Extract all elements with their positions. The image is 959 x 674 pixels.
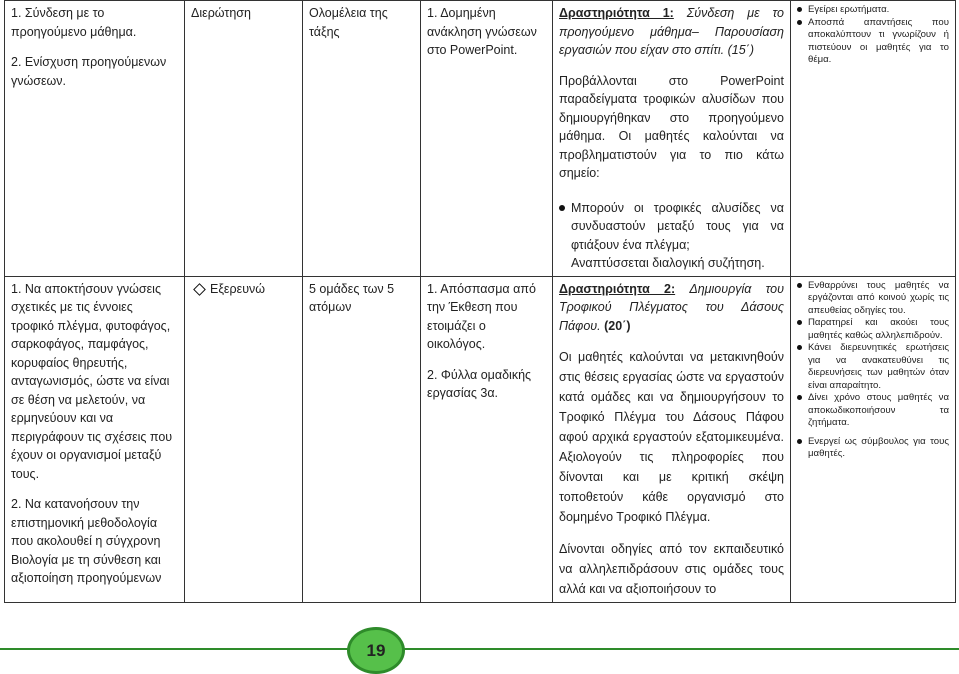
activity-heading	[559, 4, 784, 60]
grouping-text: 5 ομάδες των 5 ατόμων	[309, 281, 395, 314]
objectives-cell	[5, 1, 185, 277]
activity-paragraph: Οι μαθητές καλούνται να μετακινηθούν στις θέσεις εργασίας ώστε να εργαστούν κατά ομάδες και να δημιουργήσουν το Τροφικό Πλέγμα του Δάσους Πάφου αφού αρχικά εργαστούν εξατομικευμένα. Αξιολογούν τις πληροφορίες που δίνονται και με κριτική σκέψη τοποθετούν κάθε οργανισμό στο δομημένο Τροφικό Πλέγμα.	[559, 350, 784, 524]
list-item	[797, 280, 949, 318]
activity-paragraph: Δίνονται οδηγίες από τον εκπαιδευτικό να αλληλεπιδράσουν στις ομάδες τους αλλά και να αξιοποιήσουν το	[559, 542, 784, 596]
method-text: Εξερευνώ	[210, 281, 266, 296]
activity-cell	[553, 276, 791, 603]
activity-bullet-text: Μπορούν οι τροφικές αλυσίδες να συνδυαστούν μεταξύ τους για να φτιάξουν ένα πλέγμα;	[571, 200, 784, 252]
objective-item: 1. Να αποκτήσουν γνώσεις σχετικές με τις έννοιες τροφικό πλέγμα, φυτοφάγος, σαρκοφάγος, παμφάγος, κορυφαίος θηρευτής, ανταγωνισμός, ώστε να είναι σε θέση να μελετούν, να ερμηνεύουν και να περιγράφουν τις σχέσεις που έχουν οι οργανισμοί μεταξύ τους.	[11, 281, 173, 481]
bullet-icon	[797, 20, 802, 25]
teacher-role-text: Εγείρει ερωτήματα.	[808, 4, 890, 15]
activity-heading	[559, 280, 784, 336]
activity-title: Σύνδεση με το προηγούμενο μάθημα– Παρουσίαση εργασιών που είχαν στο σπίτι.	[559, 6, 784, 57]
activity-paragraph: Προβάλλονται στο PowerPoint παραδείγματα τροφικών αλυσίδων που δημιουργήθηκαν στο προηγούμενο μάθημα. Οι μαθητές καλούνται να προβληματιστούν για το πιο κάτω σημείο:	[559, 73, 784, 180]
teacher-role-text: Δίνει χρόνο στους μαθητές να αποκωδικοποιήσουν τα ζητήματα.	[808, 392, 949, 428]
list-item	[797, 4, 949, 17]
materials-cell	[421, 276, 553, 603]
activity-duration: (20΄)	[604, 318, 631, 333]
bullet-icon	[797, 345, 802, 350]
list-item	[797, 317, 949, 342]
bullet-icon	[797, 7, 802, 12]
method-cell	[185, 1, 303, 277]
teacher-role-text: Αποσπά απαντήσεις που αποκαλύπτουν τι γνωρίζουν ή πιστεύουν οι μαθητές για το θέμα.	[808, 16, 949, 65]
teacher-role-text: Κάνει διερευνητικές ερωτήσεις για να ανακατευθύνει τις διερευνήσεις των μαθητών όταν είναι απαραίτητο.	[808, 342, 949, 391]
list-item	[797, 342, 949, 392]
list-item	[797, 392, 949, 430]
bullet-icon	[797, 395, 802, 400]
materials-item: 1. Απόσπασμα από την Έκθεση που ετοιμάζει ο οικολόγος.	[427, 281, 536, 351]
list-item	[191, 280, 296, 299]
materials-text: 1. Δομημένη ανάκληση γνώσεων στο PowerPoint.	[427, 6, 537, 57]
method-cell	[185, 276, 303, 603]
teacher-role-text: Ενθαρρύνει τους μαθητές να εργάζονται από κοινού χωρίς τις απευθείας οδηγίες του.	[808, 279, 949, 316]
method-text: Διερώτηση	[191, 6, 251, 20]
bullet-icon	[797, 283, 802, 288]
activity-cell	[553, 1, 791, 277]
lesson-plan-table	[4, 0, 956, 603]
activity-label: Δραστηριότητα 1:	[559, 6, 674, 20]
objective-item: 1. Σύνδεση με το προηγούμενο μάθημα.	[11, 6, 137, 39]
materials-item: 2. Φύλλα ομαδικής εργασίας 3α.	[427, 367, 532, 400]
objectives-cell	[5, 276, 185, 603]
activity-closing: Αναπτύσσεται διαλογική συζήτηση.	[571, 256, 765, 270]
page-number: 19	[366, 640, 386, 660]
teacher-role-text: Ενεργεί ως σύμβουλος για τους μαθητές.	[808, 435, 949, 459]
table-row	[5, 1, 956, 277]
list-item	[797, 17, 949, 67]
table-row	[5, 276, 956, 603]
activity-duration: (15΄)	[727, 43, 754, 57]
objective-item: 2. Να κατανοήσουν την επιστημονική μεθοδολογία που ακολουθεί η σύγχρονη Βιολογία με τη σύνθεση και αξιοποίηση προηγούμενων	[11, 497, 162, 585]
grouping-cell	[303, 1, 421, 277]
bullet-icon	[797, 439, 802, 444]
teacher-role-cell	[791, 1, 956, 277]
activity-title: Δημιουργία του Τροφικού Πλέγματος του Δάσους Πάφου.	[559, 281, 784, 333]
teacher-role-text: Παρατηρεί και ακούει τους μαθητές καθώς αλληλεπιδρούν.	[808, 317, 949, 341]
footer-divider	[0, 648, 959, 650]
activity-label: Δραστηριότητα 2:	[559, 281, 676, 296]
bullet-icon	[559, 205, 565, 211]
teacher-role-cell	[791, 276, 956, 603]
materials-cell	[421, 1, 553, 277]
activity-bullet	[559, 199, 784, 255]
bullet-icon	[797, 320, 802, 325]
list-item	[797, 436, 949, 461]
objective-item: 2. Ενίσχυση προηγούμενων γνώσεων.	[11, 55, 167, 88]
diamond-bullet-icon	[193, 283, 206, 296]
grouping-cell	[303, 276, 421, 603]
grouping-text: Ολομέλεια της τάξης	[309, 6, 388, 39]
page-number-badge	[347, 627, 405, 674]
